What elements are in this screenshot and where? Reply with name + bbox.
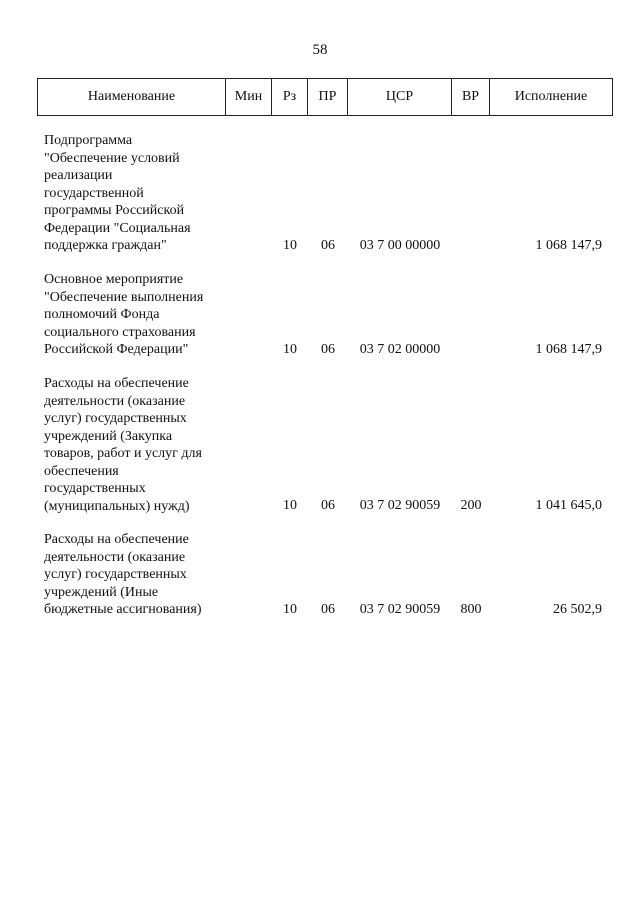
- row-name: Расходы на обеспечение деятельности (оказание услуг) государственных учреждений (Закупка товаров, работ и услуг для обеспечения государственных (муниципальных) нужд): [44, 376, 202, 514]
- row-rz: 10: [283, 238, 297, 253]
- page-number: 58: [312, 42, 328, 58]
- row-csr: 03 7 02 00000: [359, 342, 441, 357]
- row-rz: 10: [283, 602, 297, 617]
- row-csr: 03 7 02 90059: [359, 498, 441, 513]
- row-csr: 03 7 02 90059: [359, 602, 441, 617]
- row-vr: 200: [460, 498, 482, 513]
- column-header-vr: ВР: [452, 79, 490, 116]
- row-vr: 800: [460, 602, 482, 617]
- column-header-min: Мин: [226, 79, 272, 116]
- row-name: Основное мероприятие "Обеспечение выполнения полномочий Фонда социального страхования Российской Федерации": [44, 272, 204, 357]
- row-name: Подпрограмма "Обеспечение условий реализации государственной программы Российской Федерации "Социальная поддержка граждан": [44, 133, 191, 253]
- row-rz: 10: [283, 342, 297, 357]
- row-pr: 06: [321, 342, 335, 357]
- row-pr: 06: [321, 498, 335, 513]
- row-csr: 03 7 00 00000: [359, 238, 441, 253]
- row-pr: 06: [321, 602, 335, 617]
- row-amount: 1 068 147,9: [535, 342, 602, 357]
- column-header-pr: ПР: [308, 79, 348, 116]
- row-rz: 10: [283, 498, 297, 513]
- row-amount: 26 502,9: [553, 602, 602, 617]
- column-header-rz: Рз: [272, 79, 308, 116]
- row-amount: 1 041 645,0: [535, 498, 602, 513]
- column-header-amount: Исполнение: [490, 79, 613, 116]
- column-header-name: Наименование: [38, 79, 226, 116]
- row-name: Расходы на обеспечение деятельности (оказание услуг) государственных учреждений (Иные бюджетные ассигнования): [44, 532, 202, 617]
- row-amount: 1 068 147,9: [535, 238, 602, 253]
- column-header-csr: ЦСР: [348, 79, 452, 116]
- row-pr: 06: [321, 238, 335, 253]
